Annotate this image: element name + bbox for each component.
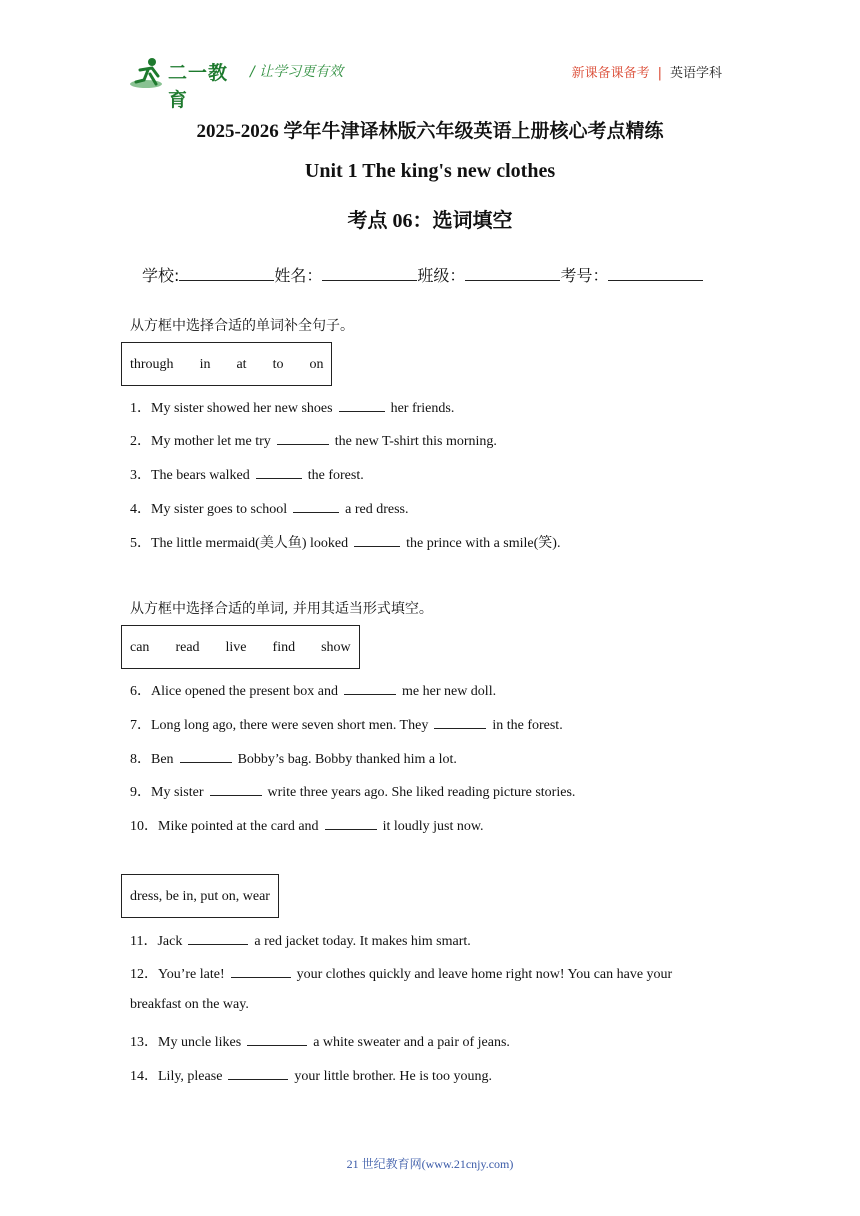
- question-text: in the forest.: [492, 718, 563, 733]
- question-text: My uncle likes: [158, 1035, 242, 1050]
- question-text: Bobby’s bag. Bobby thanked him a lot.: [237, 752, 457, 767]
- question-text: her friends.: [390, 401, 455, 416]
- question: [130, 498, 408, 518]
- header-right: [572, 62, 722, 81]
- word: at: [236, 357, 247, 372]
- answer-blank[interactable]: [231, 965, 291, 978]
- answer-blank[interactable]: [188, 932, 248, 945]
- number-blank[interactable]: [608, 266, 703, 281]
- school-blank[interactable]: [179, 266, 274, 281]
- section1-instruction: 从方框中选择合适的单词补全句子。: [130, 318, 354, 334]
- answer-blank[interactable]: [325, 817, 377, 830]
- question-continuation: [130, 997, 249, 1013]
- word: show: [321, 640, 351, 655]
- class-label: 班级：: [417, 266, 466, 285]
- word: read: [175, 640, 200, 655]
- question-number: 1．: [130, 401, 151, 416]
- question-text: Long long ago, there were seven short men. They: [151, 718, 429, 733]
- question-text: the prince with a smile(笑).: [406, 536, 561, 551]
- question-text: My sister: [151, 785, 204, 800]
- question-number: 8．: [130, 752, 151, 767]
- logo: [130, 56, 245, 111]
- question: [130, 397, 454, 417]
- question-text: Mike pointed at the card and: [158, 819, 319, 834]
- answer-blank[interactable]: [247, 1033, 307, 1046]
- question-text: a red dress.: [345, 502, 409, 517]
- answer-blank[interactable]: [354, 534, 400, 547]
- question-text: the new T-shirt this morning.: [334, 434, 497, 449]
- answer-blank[interactable]: [180, 750, 232, 763]
- title-line-3: 考点 06：选词填空: [347, 210, 513, 232]
- question-text: write three years ago. She liked reading picture stories.: [267, 785, 576, 800]
- logo-text: 二一教育: [168, 62, 229, 111]
- class-blank[interactable]: [465, 266, 560, 281]
- question-text: The bears walked: [151, 468, 250, 483]
- header-secondary: 英语学科: [669, 66, 722, 81]
- question: [130, 532, 560, 552]
- page-header: [0, 0, 860, 111]
- question-number: 5．: [130, 536, 151, 551]
- question-text: You’re late!: [158, 967, 225, 982]
- question-text: breakfast on the way.: [130, 997, 249, 1012]
- question: [130, 714, 563, 734]
- question: [130, 464, 364, 484]
- section2-instruction: 从方框中选择合适的单词, 并用其适当形式填空。: [130, 601, 433, 617]
- question-text: it loudly just now.: [382, 819, 484, 834]
- slogan: / 让学习更有效: [250, 64, 344, 80]
- title-line-1: 2025-2026 学年牛津译林版六年级英语上册核心考点精练: [196, 121, 664, 142]
- question-number: 13．: [130, 1035, 158, 1050]
- question-text: your little brother. He is too young.: [294, 1069, 492, 1084]
- answer-blank[interactable]: [339, 399, 385, 412]
- answer-blank[interactable]: [277, 432, 329, 445]
- question: [130, 815, 484, 835]
- word: find: [272, 640, 296, 655]
- question-text: Lily, please: [158, 1069, 223, 1084]
- question-text: the forest.: [307, 468, 364, 483]
- question: [130, 680, 496, 700]
- section1-word-box: [121, 342, 332, 386]
- question-text: My mother let me try: [151, 434, 271, 449]
- number-label: 考号：: [560, 266, 609, 285]
- answer-blank[interactable]: [293, 500, 339, 513]
- answer-blank[interactable]: [210, 783, 262, 796]
- word: live: [225, 640, 247, 655]
- word: to: [272, 357, 284, 372]
- question-text: My sister showed her new shoes: [151, 401, 333, 416]
- question-text: your clothes quickly and leave home right now! You can have your: [296, 967, 673, 982]
- question-text: a red jacket today. It makes him smart.: [254, 934, 471, 949]
- question-number: 2．: [130, 434, 151, 449]
- question: [130, 1031, 510, 1051]
- question-text: a white sweater and a pair of jeans.: [313, 1035, 510, 1050]
- question-number: 6．: [130, 684, 151, 699]
- answer-blank[interactable]: [228, 1067, 288, 1080]
- question-number: 12．: [130, 967, 158, 982]
- question-number: 9．: [130, 785, 151, 800]
- answer-blank[interactable]: [256, 466, 302, 479]
- question-text: Jack: [157, 934, 183, 949]
- title-line-2: Unit 1 The king's new clothes: [304, 160, 556, 182]
- header-separator: |: [657, 66, 662, 81]
- question-number: 4．: [130, 502, 151, 517]
- question-text: Ben: [151, 752, 174, 767]
- header-primary: 新课备课备考: [571, 66, 650, 81]
- answer-blank[interactable]: [344, 682, 396, 695]
- question-text: Alice opened the present box and: [151, 684, 338, 699]
- word: can: [130, 640, 150, 655]
- question: [130, 430, 497, 450]
- question-number: 7．: [130, 718, 151, 733]
- question-text: The little mermaid(美人鱼) looked: [151, 536, 349, 551]
- page-footer[interactable]: 21 世纪教育网(www.21cnjy.com): [346, 1157, 514, 1171]
- word: on: [309, 357, 324, 372]
- question-number: 3．: [130, 468, 151, 483]
- answer-blank[interactable]: [434, 716, 486, 729]
- name-blank[interactable]: [322, 266, 417, 281]
- question-number: 11．: [130, 934, 158, 949]
- question-number: 14．: [130, 1069, 158, 1084]
- question: [130, 748, 457, 768]
- question: [130, 930, 471, 950]
- question-text: me her new doll.: [402, 684, 497, 699]
- section2-word-box: [121, 625, 360, 669]
- student-info: [142, 263, 703, 286]
- word-list: dress, be in, put on, wear: [130, 889, 270, 904]
- word: in: [199, 357, 211, 372]
- question: [130, 963, 672, 983]
- word: through: [130, 357, 174, 372]
- question: [130, 1065, 492, 1085]
- name-label: 姓名：: [274, 266, 323, 285]
- question-text: My sister goes to school: [151, 502, 288, 517]
- runner-logo-icon: [130, 56, 166, 90]
- question: [130, 781, 575, 801]
- question-number: 10．: [130, 819, 158, 834]
- school-label: 学校:: [142, 266, 180, 285]
- section3-word-box: [121, 874, 279, 918]
